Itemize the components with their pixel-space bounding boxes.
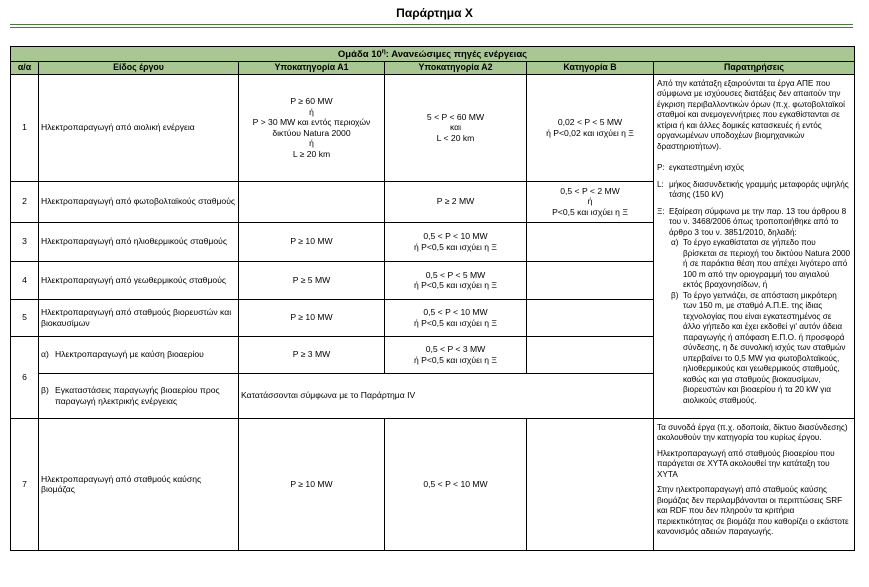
cell-b: 0,5 < P < 2 MW ή P<0,5 και ισχύει η Ξ — [527, 181, 654, 222]
row-number: 6 — [11, 336, 39, 418]
project-type: β) Εγκαταστάσεις παραγωγής βιοαερίου προς παραγωγή ηλεκτρικής ενέργειας — [39, 373, 239, 418]
row-number: 2 — [11, 181, 39, 222]
notes-def-p: P: εγκατεστημένη ισχύς — [657, 163, 745, 173]
cell-b — [527, 222, 654, 261]
classification-table — [10, 46, 855, 551]
notes-exception-a: α) Το έργο εγκαθίσταται σε γήπεδο που βρίσκεται σε περιοχή του δικτύου Natura 2000 ή σε παράκτια θέση που απέχει λιγότερο από 100 m από την οριογραμμή του αιγιαλού εκτός βραχονησίδων, ή — [671, 238, 851, 290]
col-header-a1: Υποκατηγορία Α1 — [239, 61, 385, 74]
notes-landfill: Ηλεκτροπαραγωγή από σταθμούς βιοαερίου που παράγεται σε ΧΥΤΑ ακολουθεί την κατάταξη του ΧΥΤΑ — [657, 448, 835, 479]
project-type: Ηλεκτροπαραγωγή από σταθμούς βιορευστών και βιοκαυσίμων — [39, 299, 239, 336]
notes-cell-top — [654, 74, 855, 418]
project-type: Ηλεκτροπαραγωγή από ηλιοθερμικούς σταθμούς — [39, 222, 239, 261]
col-header-num: α/α — [11, 61, 39, 74]
cell-a2: 0,5 < P < 10 MW ή P<0,5 και ισχύει η Ξ — [385, 299, 527, 336]
group-header: Ομάδα $10^\eta$: Ανανεώσιμες πηγές ενέργειας — [11, 47, 855, 62]
row-number: 1 — [11, 74, 39, 181]
title-rule — [10, 24, 853, 25]
cell-a2: 5 < P < 60 MW και L < 20 km — [385, 74, 527, 181]
cell-a2: 0,5 < P < 5 MW ή P<0,5 και ισχύει η Ξ — [385, 261, 527, 299]
notes-biomass: Στην ηλεκτροπαραγωγή από σταθμούς καύσης βιομάζας δεν περιλαμβάνονται οι περιπτώσεις SRF και RDF που δεν πληρούν τα κριτήρια περιεκτικότητας σε βιομάζα που καθορίζει ο εκάστοτε κανονισμός αδειών παραγωγής. — [657, 485, 849, 537]
cell-a1: P ≥ 3 MW — [239, 336, 385, 373]
notes-def-x: Ξ: Εξαίρεση σύμφωνα με την παρ. 13 του άρθρου 8 του ν. 3468/2006 όπως τροποποιήθηκε από το άρθρο 3 του ν. 3851/2010, δηλαδή: — [657, 206, 847, 237]
cell-b — [527, 418, 654, 550]
cell-a1: P ≥ 10 MW — [239, 299, 385, 336]
cell-a1: P ≥ 10 MW — [239, 222, 385, 261]
cell-a1: P ≥ 10 MW — [239, 418, 385, 550]
cell-a2: 0,5 < P < 10 MW ή P<0,5 και ισχύει η Ξ — [385, 222, 527, 261]
page-title: Παράρτημα Χ — [396, 6, 473, 20]
cell-b: 0,02 < P < 5 MW ή P<0,02 και ισχύει η Ξ — [527, 74, 654, 181]
notes-exception-b: β) Το έργο γειτνιάζει, σε απόσταση μικρότερη των 150 m, με σταθμό Α.Π.Ε. της ίδιας τεχνολογίας που είναι εγκατεστημένος σε άλλο γήπεδο και έχει εκδοθεί γι' αυτόν άδεια παραγωγής ή απόφαση Ε.Π.Ο. ή προσφορά σύνδεσης, η δε συνολική ισχύς των σταθμών υπερβαίνει το 0,5 MW για φωτοβολταϊκούς, ηλιοθερμικούς και γεωθερμικούς σταθμούς, καθώς και για σταθμούς βιοκαυσίμων, βιορευστών και βιοαερίου ή τα 20 kW για αιολικούς σταθμούς. — [671, 290, 846, 405]
row-number: 5 — [11, 299, 39, 336]
notes-cell-bottom — [654, 418, 855, 550]
project-type: Ηλεκτροπαραγωγή από φωτοβολταϊκούς σταθμούς — [39, 181, 239, 222]
row-number: 7 — [11, 418, 39, 550]
project-type: α) Ηλεκτροπαραγωγή με καύση βιοαερίου — [39, 336, 239, 373]
col-header-b: Κατηγορία Β — [527, 61, 654, 74]
notes-def-l: L: μήκος διασυνδετικής γραμμής μεταφοράς υψηλής τάσης (150 kV) — [657, 179, 849, 200]
table-row — [11, 74, 855, 181]
col-header-a2: Υποκατηγορία Α2 — [385, 61, 527, 74]
cell-b — [527, 299, 654, 336]
notes-related-works: Τα συνοδά έργα (π.χ. οδοποιία, δίκτυο διασύνδεσης) ακολουθούν την κατηγορία του κυρίως έργου. — [657, 422, 848, 443]
column-header-row — [11, 61, 855, 74]
notes-intro: Από την κατάταξη εξαιρούνται τα έργα ΑΠΕ που σύμφωνα με ισχύουσες διατάξεις δεν απαιτούν την έγκριση περιβαλλοντικών όρων (π.χ. φωτοβολταϊκοί σταθμοί και ανεμογεννήτριες που εγκαθίστανται σε κτίρια ή και άλλες δομικές κατασκευές ή εντός οργανωμένων υποδοχέων βιομηχανικών δραστηριοτήτων). — [657, 78, 845, 151]
cell-a1 — [239, 181, 385, 222]
cell-a2: 0,5 < P < 10 MW — [385, 418, 527, 550]
cell-b — [527, 336, 654, 373]
cell-merged-classification: Κατατάσσονται σύμφωνα με το Παράρτημα IV — [239, 373, 654, 418]
cell-b — [527, 261, 654, 299]
col-header-type: Είδος έργου — [39, 61, 239, 74]
title-rule-secondary — [10, 27, 853, 28]
col-header-notes: Παρατηρήσεις — [654, 61, 855, 74]
cell-a2: 0,5 < P < 3 MW ή P<0,5 και ισχύει η Ξ — [385, 336, 527, 373]
cell-a1: P ≥ 5 MW — [239, 261, 385, 299]
table-row — [11, 418, 855, 550]
cell-a2: P ≥ 2 MW — [385, 181, 527, 222]
project-type: Ηλεκτροπαραγωγή από αιολική ενέργεια — [39, 74, 239, 181]
project-type: Ηλεκτροπαραγωγή από γεωθερμικούς σταθμούς — [39, 261, 239, 299]
project-type: Ηλεκτροπαραγωγή από σταθμούς καύσης βιομάζας — [39, 418, 239, 550]
cell-a1: P ≥ 60 MW ή P > 30 MW και εντός περιοχών δικτύου Natura 2000 ή L ≥ 20 km — [239, 74, 385, 181]
row-number: 4 — [11, 261, 39, 299]
row-number: 3 — [11, 222, 39, 261]
